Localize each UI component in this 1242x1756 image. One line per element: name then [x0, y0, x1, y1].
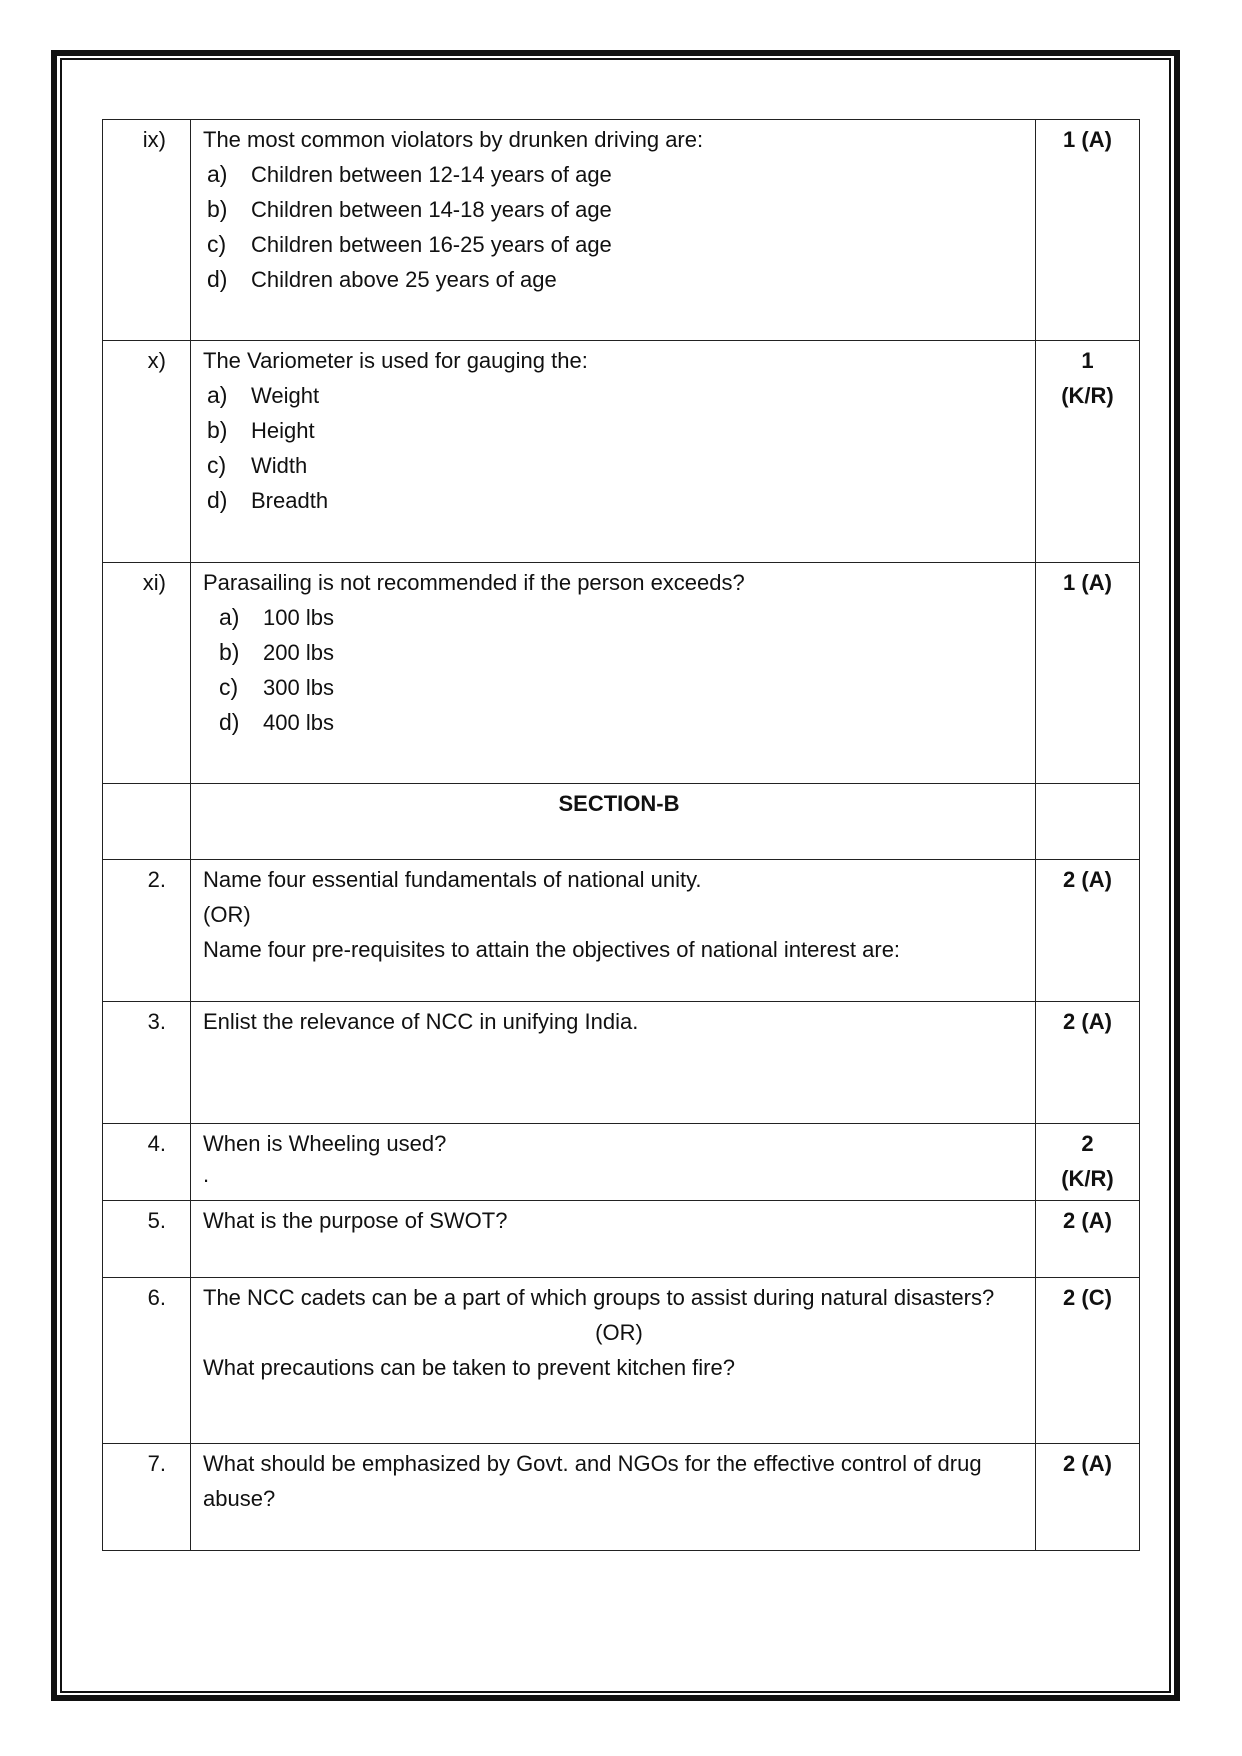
question-text: When is Wheeling used? — [203, 1131, 447, 1156]
question-number: 7. — [103, 1444, 191, 1551]
question-row-3 — [103, 1002, 1140, 1124]
option-d: d) Children above 25 years of age — [207, 266, 557, 292]
question-body — [191, 1278, 1036, 1444]
question-number: 2. — [103, 860, 191, 1002]
marks: 2 (A) — [1036, 1444, 1140, 1551]
question-body — [191, 120, 1036, 341]
question-body — [191, 860, 1036, 1002]
option-b: b) 200 lbs — [219, 639, 334, 665]
option-c: c) 300 lbs — [219, 674, 334, 700]
question-row-6 — [103, 1278, 1140, 1444]
question-number: ix) — [103, 120, 191, 341]
marks: 2 (A) — [1036, 1002, 1140, 1124]
option-a: a) 100 lbs — [219, 604, 334, 630]
question-body — [191, 563, 1036, 784]
question-text: Name four essential fundamentals of national unity. — [203, 867, 702, 892]
question-text: The most common violators by drunken driving are: — [203, 127, 704, 152]
question-text: The Variometer is used for gauging the: — [203, 348, 588, 373]
option-b: b) Height — [207, 417, 315, 443]
trailing-dot: . — [203, 1162, 210, 1187]
question-row-4 — [103, 1124, 1140, 1201]
marks: 2 (A) — [1036, 860, 1140, 1002]
or-label: (OR) — [203, 902, 251, 927]
question-number: x) — [103, 341, 191, 563]
question-table — [102, 119, 1140, 1551]
question-body — [191, 1124, 1036, 1201]
question-row-2 — [103, 860, 1140, 1002]
question-text: The NCC cadets can be a part of which groups to assist during natural disasters? — [203, 1285, 995, 1310]
alternative-question-text: Name four pre-requisites to attain the objectives of national interest are: — [203, 937, 901, 962]
question-text: What is the purpose of SWOT? — [191, 1201, 1036, 1278]
option-c: c) Children between 16-25 years of age — [207, 231, 612, 257]
question-row-5 — [103, 1201, 1140, 1278]
question-number: 3. — [103, 1002, 191, 1124]
marks: 2 (C) — [1036, 1278, 1140, 1444]
question-row-xi — [103, 563, 1140, 784]
option-d: d) Breadth — [207, 487, 329, 513]
section-b-row — [103, 784, 1140, 860]
question-number: 6. — [103, 1278, 191, 1444]
question-number: 5. — [103, 1201, 191, 1278]
alternative-question-text: What precautions can be taken to prevent kitchen fire? — [203, 1355, 735, 1380]
marks: 1 (A) — [1036, 120, 1140, 341]
question-row-7 — [103, 1444, 1140, 1551]
or-label: (OR) — [595, 1320, 643, 1345]
option-b: b) Children between 14-18 years of age — [207, 196, 612, 222]
marks: 2 (K/R) — [1036, 1124, 1140, 1201]
marks: 1 (A) — [1036, 563, 1140, 784]
option-a: a) Children between 12-14 years of age — [207, 161, 612, 187]
question-text: What should be emphasized by Govt. and NGOs for the effective control of drug abuse? — [191, 1444, 1036, 1551]
section-heading: SECTION-B — [191, 784, 1036, 860]
option-a: a) Weight — [207, 382, 320, 408]
question-text: Parasailing is not recommended if the person exceeds? — [203, 570, 745, 595]
marks: 2 (A) — [1036, 1201, 1140, 1278]
option-c: c) Width — [207, 452, 308, 478]
question-body — [191, 341, 1036, 563]
question-row-ix — [103, 120, 1140, 341]
option-d: d) 400 lbs — [219, 709, 334, 735]
question-number: xi) — [103, 563, 191, 784]
marks: 1 (K/R) — [1036, 341, 1140, 563]
question-text: Enlist the relevance of NCC in unifying India. — [191, 1002, 1036, 1124]
question-number: 4. — [103, 1124, 191, 1201]
question-row-x — [103, 341, 1140, 563]
